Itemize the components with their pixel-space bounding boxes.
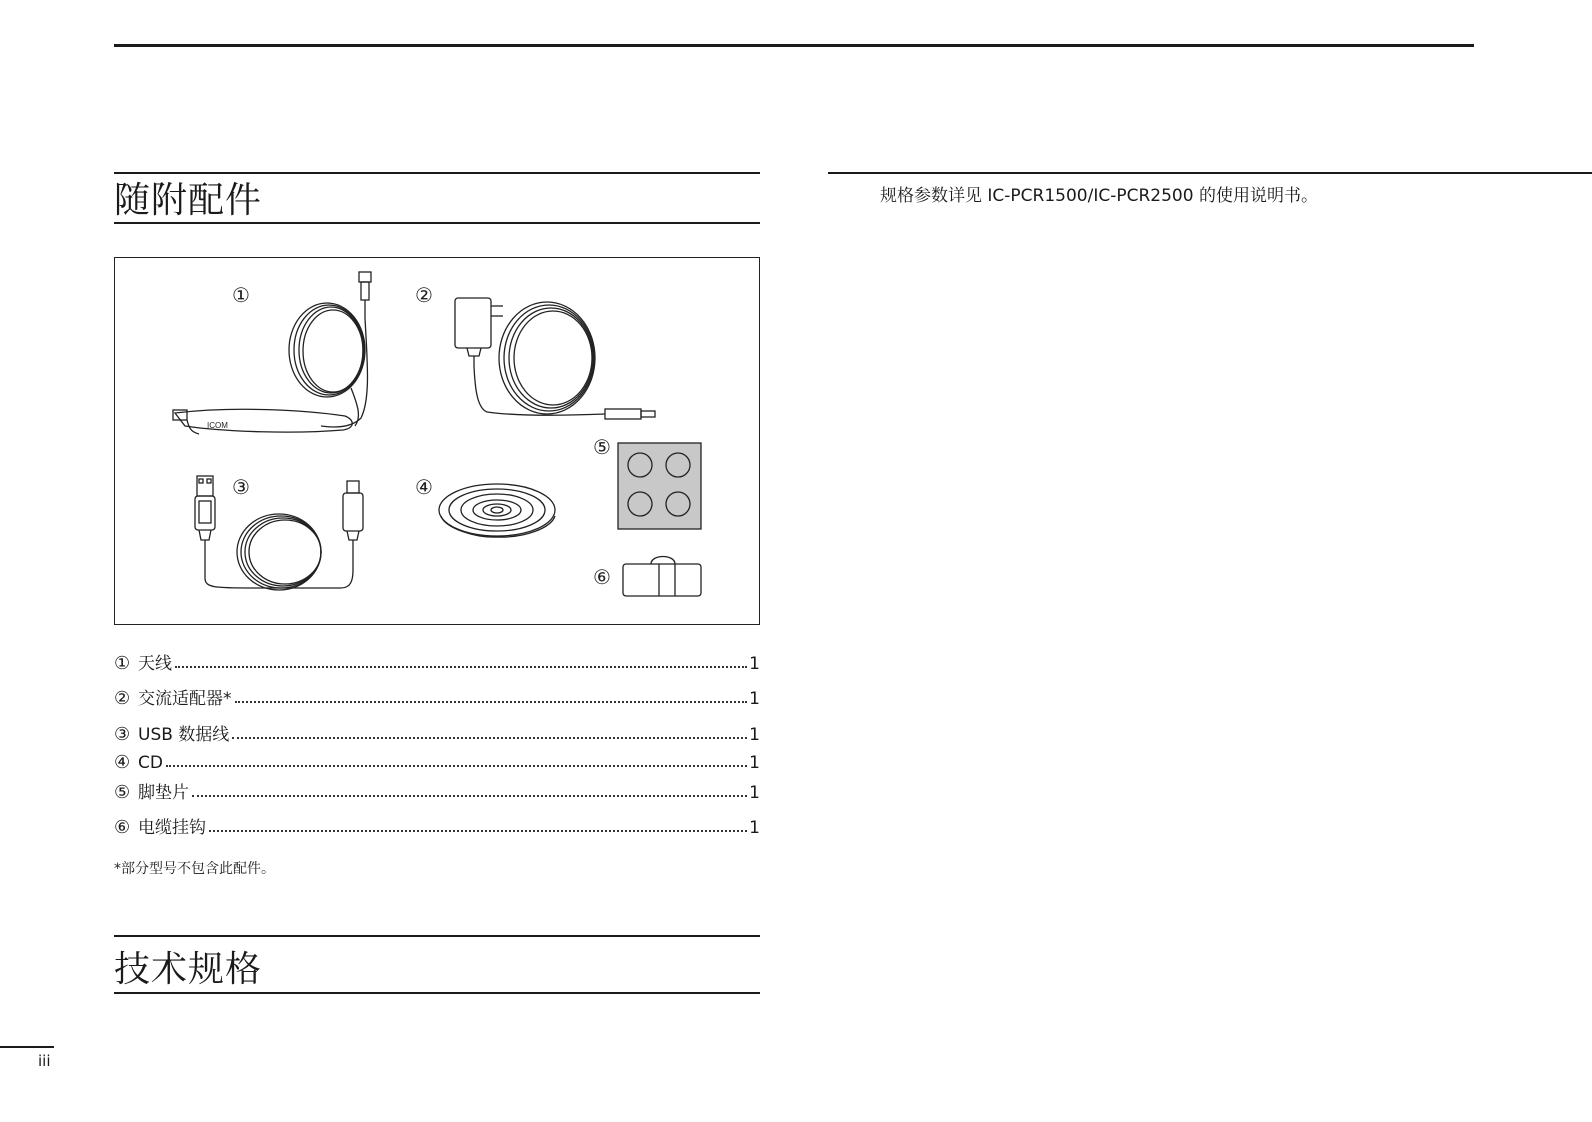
leader-dots (209, 829, 747, 832)
accessories-title: 随附配件 (114, 180, 263, 221)
cd-illustration (439, 484, 555, 537)
item-label: USB 数据线 (138, 725, 230, 745)
callout-4: ④ (415, 475, 433, 499)
footnote: *部分型号不包含此配件。 (114, 861, 275, 877)
item-label: 脚垫片 (138, 783, 189, 803)
callout-2: ② (415, 283, 433, 307)
item-label: 天线 (138, 654, 172, 674)
item-qty: 1 (749, 783, 760, 803)
specs-top-rule (114, 935, 760, 937)
list-item (114, 749, 760, 773)
cable-hook-illustration (623, 557, 701, 597)
callout-5: ⑤ (593, 435, 611, 459)
item-qty: 1 (749, 654, 760, 674)
leader-dots (175, 665, 747, 668)
list-item (114, 685, 760, 709)
item-qty: 1 (749, 818, 760, 838)
item-qty: 1 (749, 725, 760, 745)
accessories-top-rule (114, 172, 760, 174)
item-number: ⑤ (114, 782, 131, 803)
item-label: 电缆挂钩 (138, 818, 206, 838)
ac-adapter-illustration (455, 298, 655, 419)
callout-3: ③ (232, 475, 250, 499)
item-qty: 1 (749, 753, 760, 773)
list-item (114, 779, 760, 803)
list-item (114, 721, 760, 745)
leader-dots (166, 764, 747, 767)
item-label: 交流适配器* (138, 689, 232, 709)
item-number: ① (114, 653, 131, 674)
spec-reference-text: 规格参数详见 IC-PCR1500/IC-PCR2500 的使用说明书。 (880, 186, 1318, 206)
footer-rule (0, 1046, 54, 1048)
item-number: ⑥ (114, 817, 131, 838)
header-rule (114, 44, 1474, 47)
accessories-figure (114, 257, 760, 625)
leader-dots (232, 736, 747, 739)
right-column-rule (828, 172, 1592, 174)
item-number: ② (114, 688, 131, 709)
specs-bottom-rule (114, 992, 760, 994)
specs-title: 技术规格 (114, 949, 263, 990)
usb-cable-illustration (195, 476, 363, 590)
item-number: ④ (114, 752, 131, 773)
item-qty: 1 (749, 689, 760, 709)
page-number: iii (38, 1052, 51, 1070)
callout-1: ① (232, 283, 250, 307)
leader-dots (235, 700, 748, 703)
item-number: ③ (114, 724, 131, 745)
callout-6: ⑥ (593, 565, 611, 589)
leader-dots (192, 794, 747, 797)
item-label: CD (138, 753, 163, 773)
antenna-illustration (173, 272, 371, 434)
foot-pads-illustration (618, 443, 701, 529)
list-item (114, 814, 760, 838)
list-item (114, 650, 760, 674)
antenna-brand-label: ICOM (207, 421, 228, 430)
